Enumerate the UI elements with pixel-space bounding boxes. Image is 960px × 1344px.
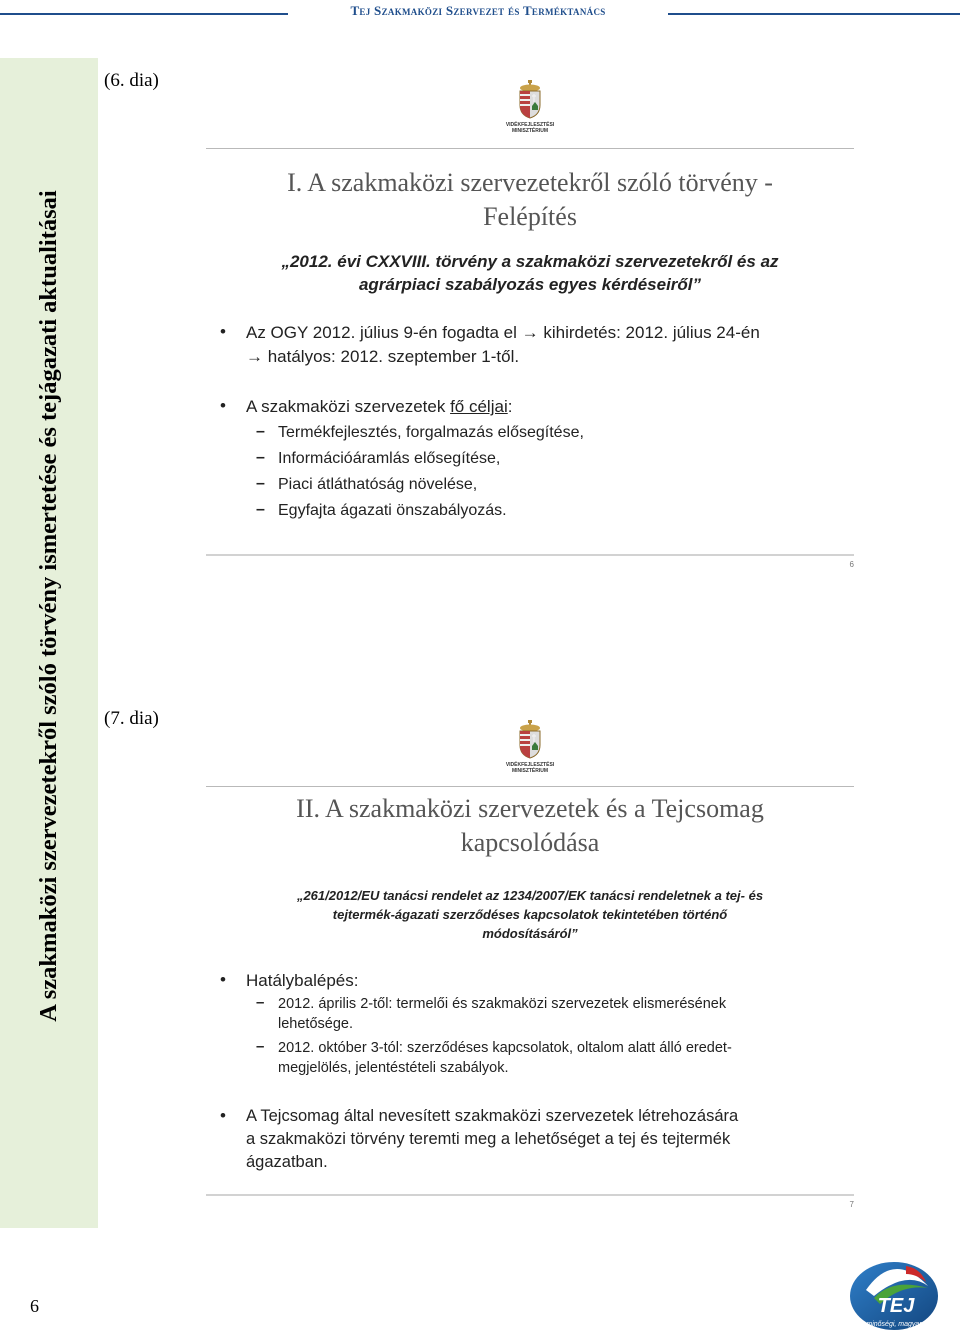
bullet-text-2 (246, 1105, 846, 1174)
ministry-name (480, 762, 580, 774)
bullet-text-1 (246, 321, 846, 369)
slide-top-rule (206, 148, 854, 149)
bullet-1-line-2: → hatályos: 2012. szeptember 1-től. (246, 347, 520, 366)
slide-subtitle-line-2: agrárpiaci szabályozás egyes kérdéseiről” (358, 275, 702, 294)
slide-page-number: 7 (849, 1200, 854, 1209)
dash-item-1 (278, 994, 838, 1034)
dash-icon: – (256, 475, 265, 492)
sidebar-title: A szakmaközi szervezetekről szóló törvény ismertetése és tejágazati aktualitásai (35, 190, 62, 1022)
slide-subtitle-line-3: módosításáról” (482, 926, 578, 941)
sidebar-band (0, 58, 98, 1228)
dash-2-line-1: 2012. október 3-tól: szerződéses kapcsolatok, oltalom alatt álló eredet- (278, 1040, 732, 1056)
dash-item-2 (278, 1038, 838, 1078)
bullet-2-text: A szakmaközi szervezetek (246, 397, 451, 416)
slide-caption-7: (7. dia) (104, 708, 159, 729)
bullet-icon: • (220, 970, 226, 989)
slide-title-line-2: kapcsolódása (460, 828, 600, 857)
logo-tagline: minőségi, magyar (866, 1321, 922, 1328)
slide-subtitle (230, 250, 830, 296)
header-rule-left (0, 13, 288, 15)
dash-1-line-1: 2012. április 2-től: termelői és szakmaközi szervezetek elismerésének (278, 996, 727, 1012)
dash-icon: – (256, 423, 265, 440)
slide-title-line-2: Felépítés (483, 202, 577, 231)
bullet-2-underlined: fő céljai (450, 397, 508, 416)
bullet-icon: • (220, 1106, 226, 1125)
dash-item: Termékfejlesztés, forgalmazás elősegítése, (278, 424, 584, 441)
slide-bottom-rule (206, 1194, 854, 1196)
bullet-2-line-3: ágazatban. (246, 1153, 328, 1171)
header-title: Tej Szakmaközi Szervezet és Terméktanács (350, 3, 606, 18)
page-header (0, 0, 960, 30)
dash-icon: – (256, 1038, 265, 1055)
ministry-line-1: VIDÉKFEJLESZTÉSI (505, 122, 555, 128)
bullet-2-line-2: a szakmaközi törvény teremti meg a lehetőséget a tej és tejtermék (246, 1130, 731, 1148)
bullet-text-2 (246, 395, 846, 419)
dash-item: Információáramlás elősegítése, (278, 450, 501, 467)
slide-page-number: 6 (849, 560, 854, 569)
slide-title-line-1: II. A szakmaközi szervezetek és a Tejcsomag (296, 794, 764, 823)
ministry-name (480, 122, 580, 134)
slide-subtitle-line-1: „2012. évi CXXVIII. törvény a szakmaközi szervezetekről és az (281, 252, 779, 271)
page-number: 6 (30, 1296, 39, 1316)
dash-item: Piaci átláthatóság növelése, (278, 476, 478, 493)
logo-text: TEJ (877, 1295, 915, 1317)
bullet-2-colon: : (507, 397, 513, 416)
slide-title (220, 166, 840, 234)
slide-6 (200, 78, 860, 578)
slide-top-rule (206, 786, 854, 787)
dash-2-line-2: megjelölés, jelentéstételi szabályok. (278, 1060, 509, 1076)
slide-subtitle (230, 886, 830, 943)
tej-logo-icon (846, 1256, 942, 1334)
dash-icon: – (256, 449, 265, 466)
hungarian-crest-icon (517, 80, 543, 120)
dash-1-line-2: lehetősége. (278, 1016, 353, 1032)
ministry-line-1: VIDÉKFEJLESZTÉSI (505, 762, 555, 768)
hungarian-crest-icon (517, 720, 543, 760)
ministry-line-2: MINISZTÉRIUM (511, 128, 549, 134)
bullet-text-1: Hatálybalépés: (246, 971, 359, 990)
header-rule-right (668, 13, 960, 15)
slide-bottom-rule (206, 554, 854, 556)
slide-subtitle-line-2: tejtermék-ágazati szerződéses kapcsolatok tekintetében történő (332, 907, 728, 922)
bullet-2-line-1: A Tejcsomag által nevesített szakmaközi szervezetek létrehozására (246, 1107, 739, 1125)
bullet-icon: • (220, 396, 226, 415)
slide-title (220, 792, 840, 860)
ministry-line-2: MINISZTÉRIUM (511, 768, 549, 774)
dash-icon: – (256, 994, 265, 1011)
bullet-1-line-1: Az OGY 2012. július 9-én fogadta el → kihirdetés: 2012. július 24-én (246, 323, 760, 342)
bullet-icon: • (220, 322, 226, 341)
slide-title-line-1: I. A szakmaközi szervezetekről szóló törvény - (287, 168, 773, 197)
dash-item: Egyfajta ágazati önszabályozás. (278, 502, 507, 519)
slide-7 (200, 718, 860, 1214)
slide-caption-6: (6. dia) (104, 70, 159, 91)
dash-icon: – (256, 501, 265, 518)
slide-subtitle-line-1: „261/2012/EU tanácsi rendelet az 1234/2007/EK tanácsi rendeletnek a tej- és (296, 888, 764, 903)
